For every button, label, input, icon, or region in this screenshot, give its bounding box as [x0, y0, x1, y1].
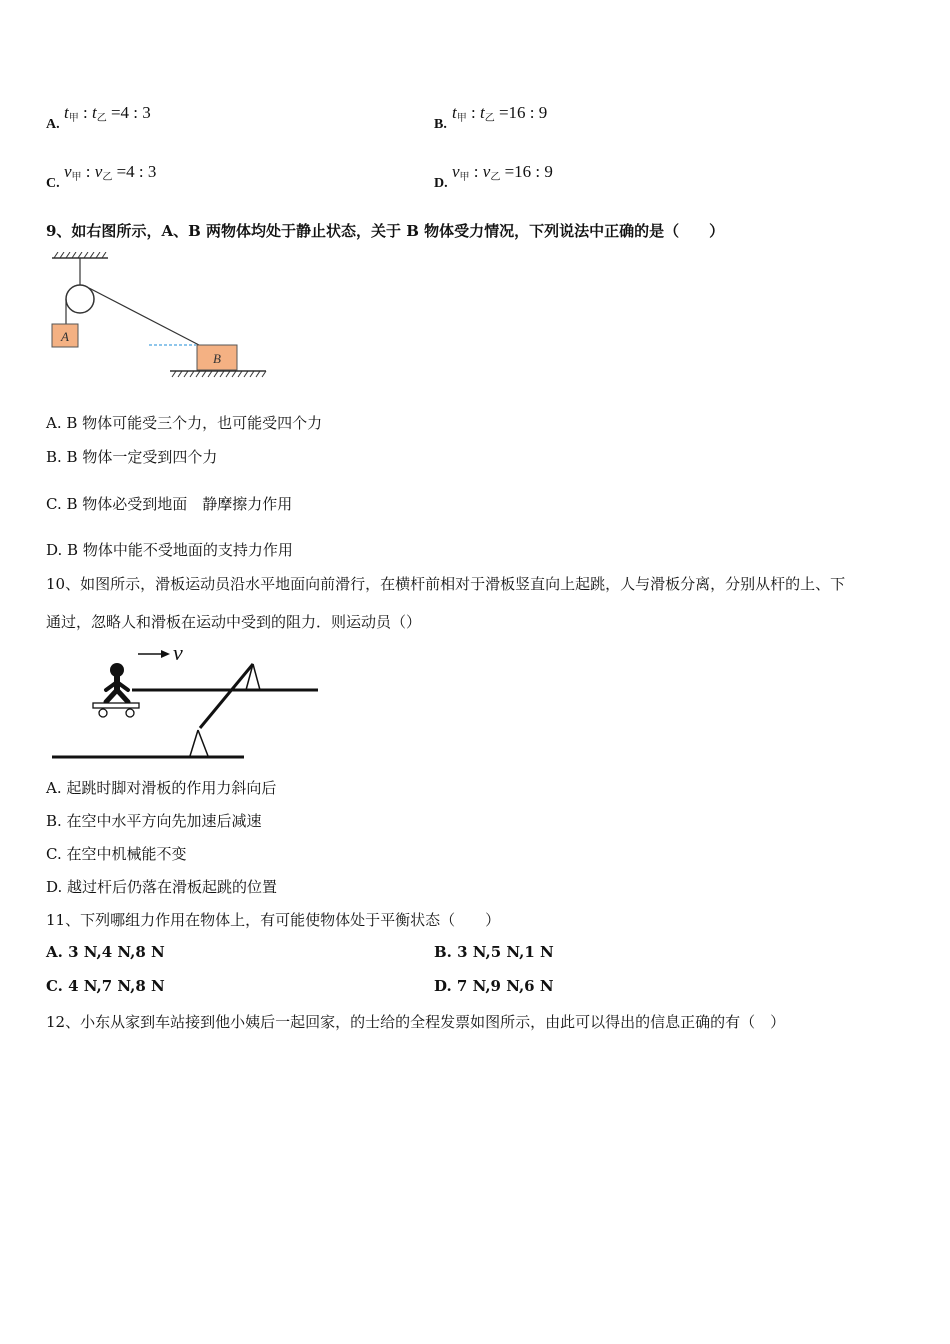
q11-option-b: B. 3 N,5 N,1 N: [434, 943, 554, 961]
q12-stem: 12、小东从家到车站接到他小姨后一起回家，的士给的全程发票如图所示，由此可以得出的信息正确的有（ ）: [46, 1013, 786, 1031]
q9-option-b: B. B 物体一定受到四个力: [46, 448, 218, 466]
q9-option-a: A. B 物体可能受三个力，也可能受四个力: [46, 414, 323, 432]
option-label: D.: [434, 176, 448, 191]
lower-support: [190, 730, 198, 756]
q10-stem-line1: 10、如图所示，滑板运动员沿水平地面向前滑行，在横杆前相对于滑板竖直向上起跳，人与滑板分离，分别从杆的上、下: [46, 575, 846, 593]
q10-option-d: D. 越过杆后仍落在滑板起跳的位置: [46, 878, 278, 896]
q9-pulley-figure: [44, 252, 274, 382]
skater: [106, 663, 128, 702]
block-b-label: B: [213, 351, 221, 366]
ceiling-hatching: [54, 252, 106, 258]
rope-b: [89, 288, 199, 345]
q10-option-c: C. 在空中机械能不变: [46, 845, 187, 863]
option-label: C.: [46, 176, 60, 191]
q11-option-a: A. 3 N,4 N,8 N: [46, 943, 165, 961]
q10-stem-line2: 通过，忽略人和滑板在运动中受到的阻力．则运动员（）: [46, 613, 422, 631]
option-label: A.: [46, 117, 60, 132]
q11-stem: 11、下列哪组力作用在物体上，有可能使物体处于平衡状态（ ）: [46, 911, 501, 929]
option-formula: $v_甲$ : $v_乙 =16$ : 9: [452, 162, 553, 183]
q10-skateboard-figure: [48, 640, 323, 765]
wheel: [99, 709, 107, 717]
q9-stem: 9、如右图所示，A、B 两物体均处于静止状态，关于 B 物体受力情况，下列说法中正确的是（ ）: [46, 222, 725, 240]
wheel: [126, 709, 134, 717]
option-formula: $t_甲$ : $t_乙 =4$ : 3: [64, 103, 151, 124]
option-label: B.: [434, 117, 447, 132]
q10-option-a: A. 起跳时脚对滑板的作用力斜向后: [46, 779, 277, 797]
option-formula: $v_甲$ : $v_乙 =4$ : 3: [64, 162, 157, 183]
q10-option-b: B. 在空中水平方向先加速后减速: [46, 812, 262, 830]
ramp-pole: [200, 664, 253, 728]
velocity-label: v: [173, 640, 183, 665]
q11-option-c: C. 4 N,7 N,8 N: [46, 977, 165, 995]
block-a-label: A: [61, 329, 69, 344]
skateboard-deck: [93, 703, 139, 708]
ground-hatching: [172, 371, 266, 377]
q9-option-d: D. B 物体中能不受地面的支持力作用: [46, 541, 293, 559]
q11-option-d: D. 7 N,9 N,6 N: [434, 977, 554, 995]
arrow-head: [161, 650, 170, 658]
option-formula: $t_甲$ : $t_乙 =16$ : 9: [452, 103, 548, 124]
pulley: [66, 285, 94, 313]
q9-option-c: C. B 物体必受到地面 静摩擦力作用: [46, 495, 293, 513]
